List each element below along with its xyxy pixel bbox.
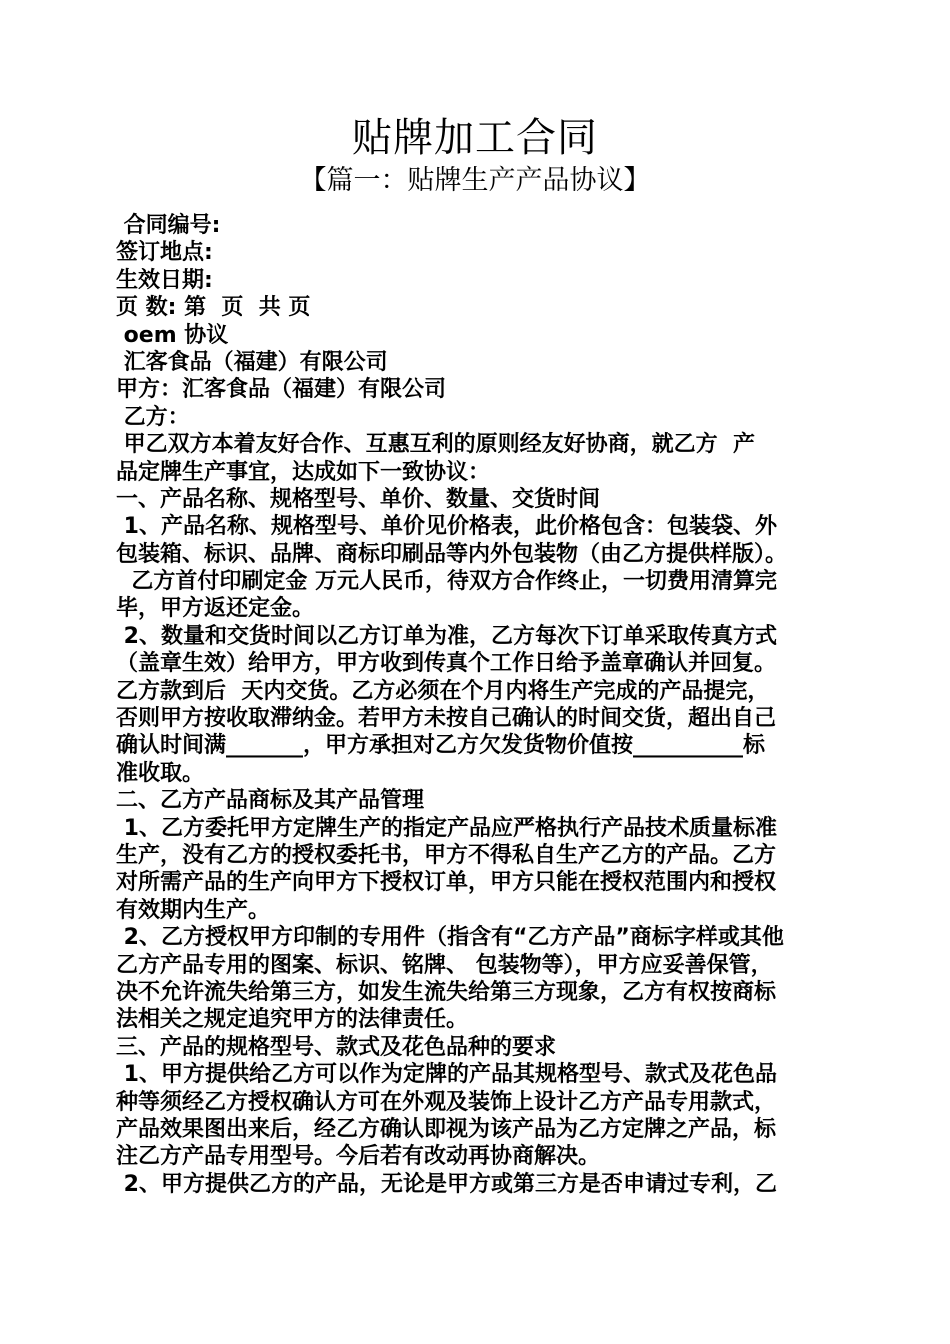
body-line: 1、甲方提供给乙方可以作为定牌的产品其规格型号、款式及花色品	[116, 1062, 777, 1088]
party-b-line: 乙方：	[116, 404, 190, 430]
effective-date-label: 生效日期:	[116, 267, 213, 293]
body-line: （盖章生效）给甲方，甲方收到传真个工作日给予盖章确认并回复。	[116, 651, 777, 677]
body-line: 法相关之规定追究甲方的法律责任。	[116, 1007, 469, 1033]
body-line: 乙方首付印刷定金 万元人民币，待双方合作终止，一切费用清算完	[116, 569, 777, 595]
party-a-line: 甲方：汇客食品（福建）有限公司	[116, 377, 447, 403]
body-line: 有效期内生产。	[116, 897, 271, 923]
body-line: 对所需产品的生产向甲方下授权订单，甲方只能在授权范围内和授权	[116, 870, 777, 896]
body-line: 甲乙双方本着友好合作、互惠互利的原则经友好协商，就乙方 产	[116, 432, 755, 458]
page-count-label: 页 数: 第 页 共 页	[116, 295, 311, 321]
contract-body	[116, 212, 838, 1198]
contract-number-label: 合同编号:	[116, 213, 221, 238]
signing-place-label: 签订地点:	[116, 240, 213, 266]
body-line: 准收取。	[116, 760, 205, 786]
body-line: 乙方款到后 天内交货。乙方必须在个月内将生产完成的产品提完，	[116, 678, 770, 704]
document-title: 贴牌加工合同	[352, 115, 598, 161]
body-line: 种等须经乙方授权确认方可在外观及装饰上设计乙方产品专用款式，	[116, 1089, 777, 1115]
body-line: 乙方产品专用的图案、标识、铭牌、 包装物等），甲方应妥善保管，	[116, 952, 773, 978]
section-heading-3: 三、产品的规格型号、款式及花色品种的要求	[116, 1034, 557, 1060]
body-line: 1、产品名称、规格型号、单价见价格表，此价格包含：包装袋、外	[116, 514, 777, 540]
body-line: 2、甲方提供乙方的产品，无论是甲方或第三方是否申请过专利，乙	[116, 1171, 777, 1197]
body-line: 2、数量和交货时间以乙方订单为准，乙方每次下订单采取传真方式	[116, 623, 777, 649]
oem-agreement-label: oem 协议	[116, 322, 229, 348]
body-line: 毕，甲方返还定金。	[116, 596, 315, 622]
section-heading-1: 一、产品名称、规格型号、单价、数量、交货时间	[116, 486, 601, 512]
body-line: 决不允许流失给第三方，如发生流失给第三方现象，乙方有权按商标	[116, 979, 777, 1005]
body-line: 确认时间满_______，甲方承担对乙方欠发货物价值按__________标	[116, 733, 766, 759]
body-line: 包装箱、标识、品牌、商标印刷品等内外包装物（由乙方提供样版）。	[116, 541, 788, 567]
body-line: 2、乙方授权甲方印制的专用件（指含有“乙方产品”商标字样或其他	[116, 925, 784, 951]
company-name: 汇客食品（福建）有限公司	[116, 349, 388, 375]
body-line: 品定牌生产事宜，达成如下一致协议：	[116, 459, 491, 485]
body-line: 生产，没有乙方的授权委托书，甲方不得私自生产乙方的产品。乙方	[116, 842, 777, 868]
body-line: 否则甲方按收取滞纳金。若甲方未按自己确认的时间交货，超出自己	[116, 706, 777, 732]
body-line: 1、乙方委托甲方定牌生产的指定产品应严格执行产品技术质量标准	[116, 815, 777, 841]
section-heading-2: 二、乙方产品商标及其产品管理	[116, 788, 425, 814]
body-line: 产品效果图出来后，经乙方确认即视为该产品为乙方定牌之产品，标	[116, 1116, 777, 1142]
body-line: 注乙方产品专用型号。今后若有改动再协商解决。	[116, 1144, 601, 1170]
document-subtitle: 【篇一：贴牌生产产品协议】	[299, 165, 651, 196]
